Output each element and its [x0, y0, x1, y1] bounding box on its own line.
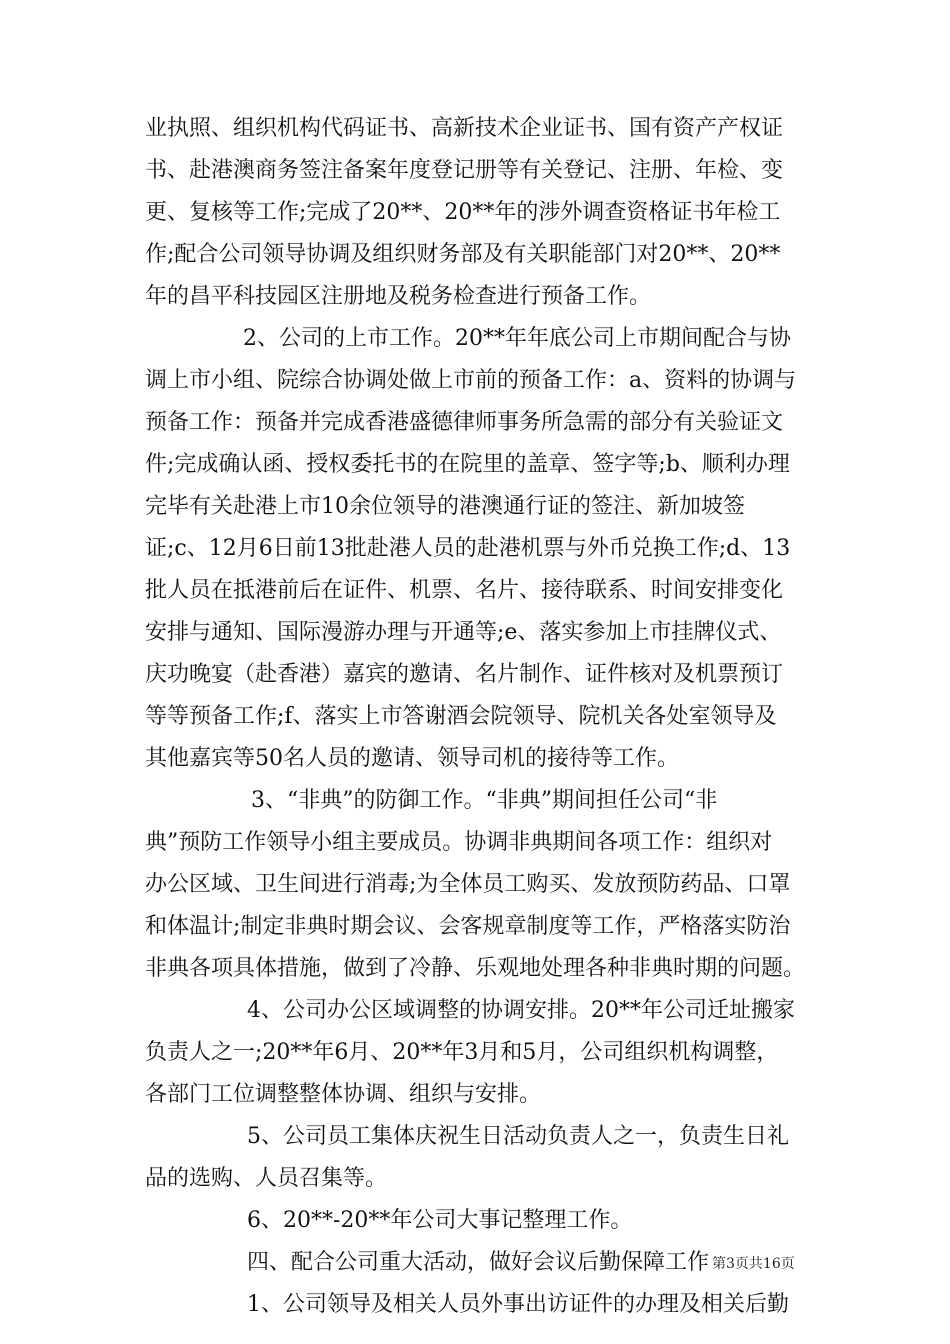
document-body [145, 108, 810, 1326]
text-line: 调上市小组、院综合协调处做上市前的预备工作：a、资料的协调与 [145, 368, 797, 393]
text-line: 其他嘉宾等50名人员的邀请、领导司机的接待等工作。 [145, 746, 679, 771]
text-line: 业执照、组织机构代码证书、高新技术企业证书、国有资产产权证 [145, 116, 784, 141]
text-line: 和体温计;制定非典时期会议、会客规章制度等工作，严格落实防治 [145, 914, 791, 939]
text-line: 等等预备工作;f、落实上市答谢酒会院领导、院机关各处室领导及 [145, 704, 777, 729]
paragraph-start-item-3: 3、“非典”的防御工作。“非典”期间担任公司“非 [251, 788, 718, 813]
paragraph-start-item-6: 6、20**-20**年公司大事记整理工作。 [247, 1208, 633, 1233]
paragraph-start-item-5: 5、公司员工集体庆祝生日活动负责人之一，负责生日礼 [247, 1124, 789, 1149]
text-line: 各部门工位调整整体协调、组织与安排。 [145, 1082, 542, 1107]
page-number: 第3页共16页 [712, 1256, 795, 1272]
text-line: 作;配合公司领导协调及组织财务部及有关职能部门对20**、20** [145, 242, 781, 267]
text-line: 证;c、12月6日前13批赴港人员的赴港机票与外币兑换工作;d、13 [145, 536, 791, 561]
text-line: 品的选购、人员召集等。 [145, 1166, 388, 1191]
text-line: 预备工作：预备并完成香港盛德律师事务所急需的部分有关验证文 [145, 410, 784, 435]
text-line: 负责人之一;20**年6月、20**年3月和5月，公司组织机构调整， [145, 1040, 779, 1065]
text-line: 庆功晚宴（赴香港）嘉宾的邀请、名片制作、证件核对及机票预订 [145, 662, 784, 687]
text-line: 典”预防工作领导小组主要成员。协调非典期间各项工作：组织对 [145, 830, 773, 855]
paragraph-start-item-4: 4、公司办公区域调整的协调安排。20**年公司迁址搬家 [247, 998, 795, 1023]
section-heading: 四、配合公司重大活动，做好会议后勤保障工作 [247, 1250, 710, 1275]
paragraph-start-subitem-1: 1、公司领导及相关人员外事出访证件的办理及相关后勤 [247, 1292, 789, 1317]
paragraph-start-item-2: 2、公司的上市工作。20**年年底公司上市期间配合与协 [243, 326, 791, 351]
text-line: 非典各项具体措施，做到了冷静、乐观地处理各种非典时期的问题。 [145, 956, 806, 981]
text-line: 安排与通知、国际漫游办理与开通等;e、落实参加上市挂牌仪式、 [145, 620, 782, 645]
text-line: 件;完成确认函、授权委托书的在院里的盖章、签字等;b、顺利办理 [145, 452, 790, 477]
text-line: 书、赴港澳商务签注备案年度登记册等有关登记、注册、年检、变 [145, 158, 784, 183]
text-line: 年的昌平科技园区注册地及税务检查进行预备工作。 [145, 284, 652, 309]
text-line: 完毕有关赴港上市10余位领导的港澳通行证的签注、新加坡签 [145, 494, 745, 519]
text-line: 更、复核等工作;完成了20**、20**年的涉外调查资格证书年检工 [145, 200, 781, 225]
text-line: 办公区域、卫生间进行消毒;为全体员工购买、发放预防药品、口罩 [145, 872, 791, 897]
text-line: 批人员在抵港前后在证件、机票、名片、接待联系、时间安排变化 [145, 578, 784, 603]
